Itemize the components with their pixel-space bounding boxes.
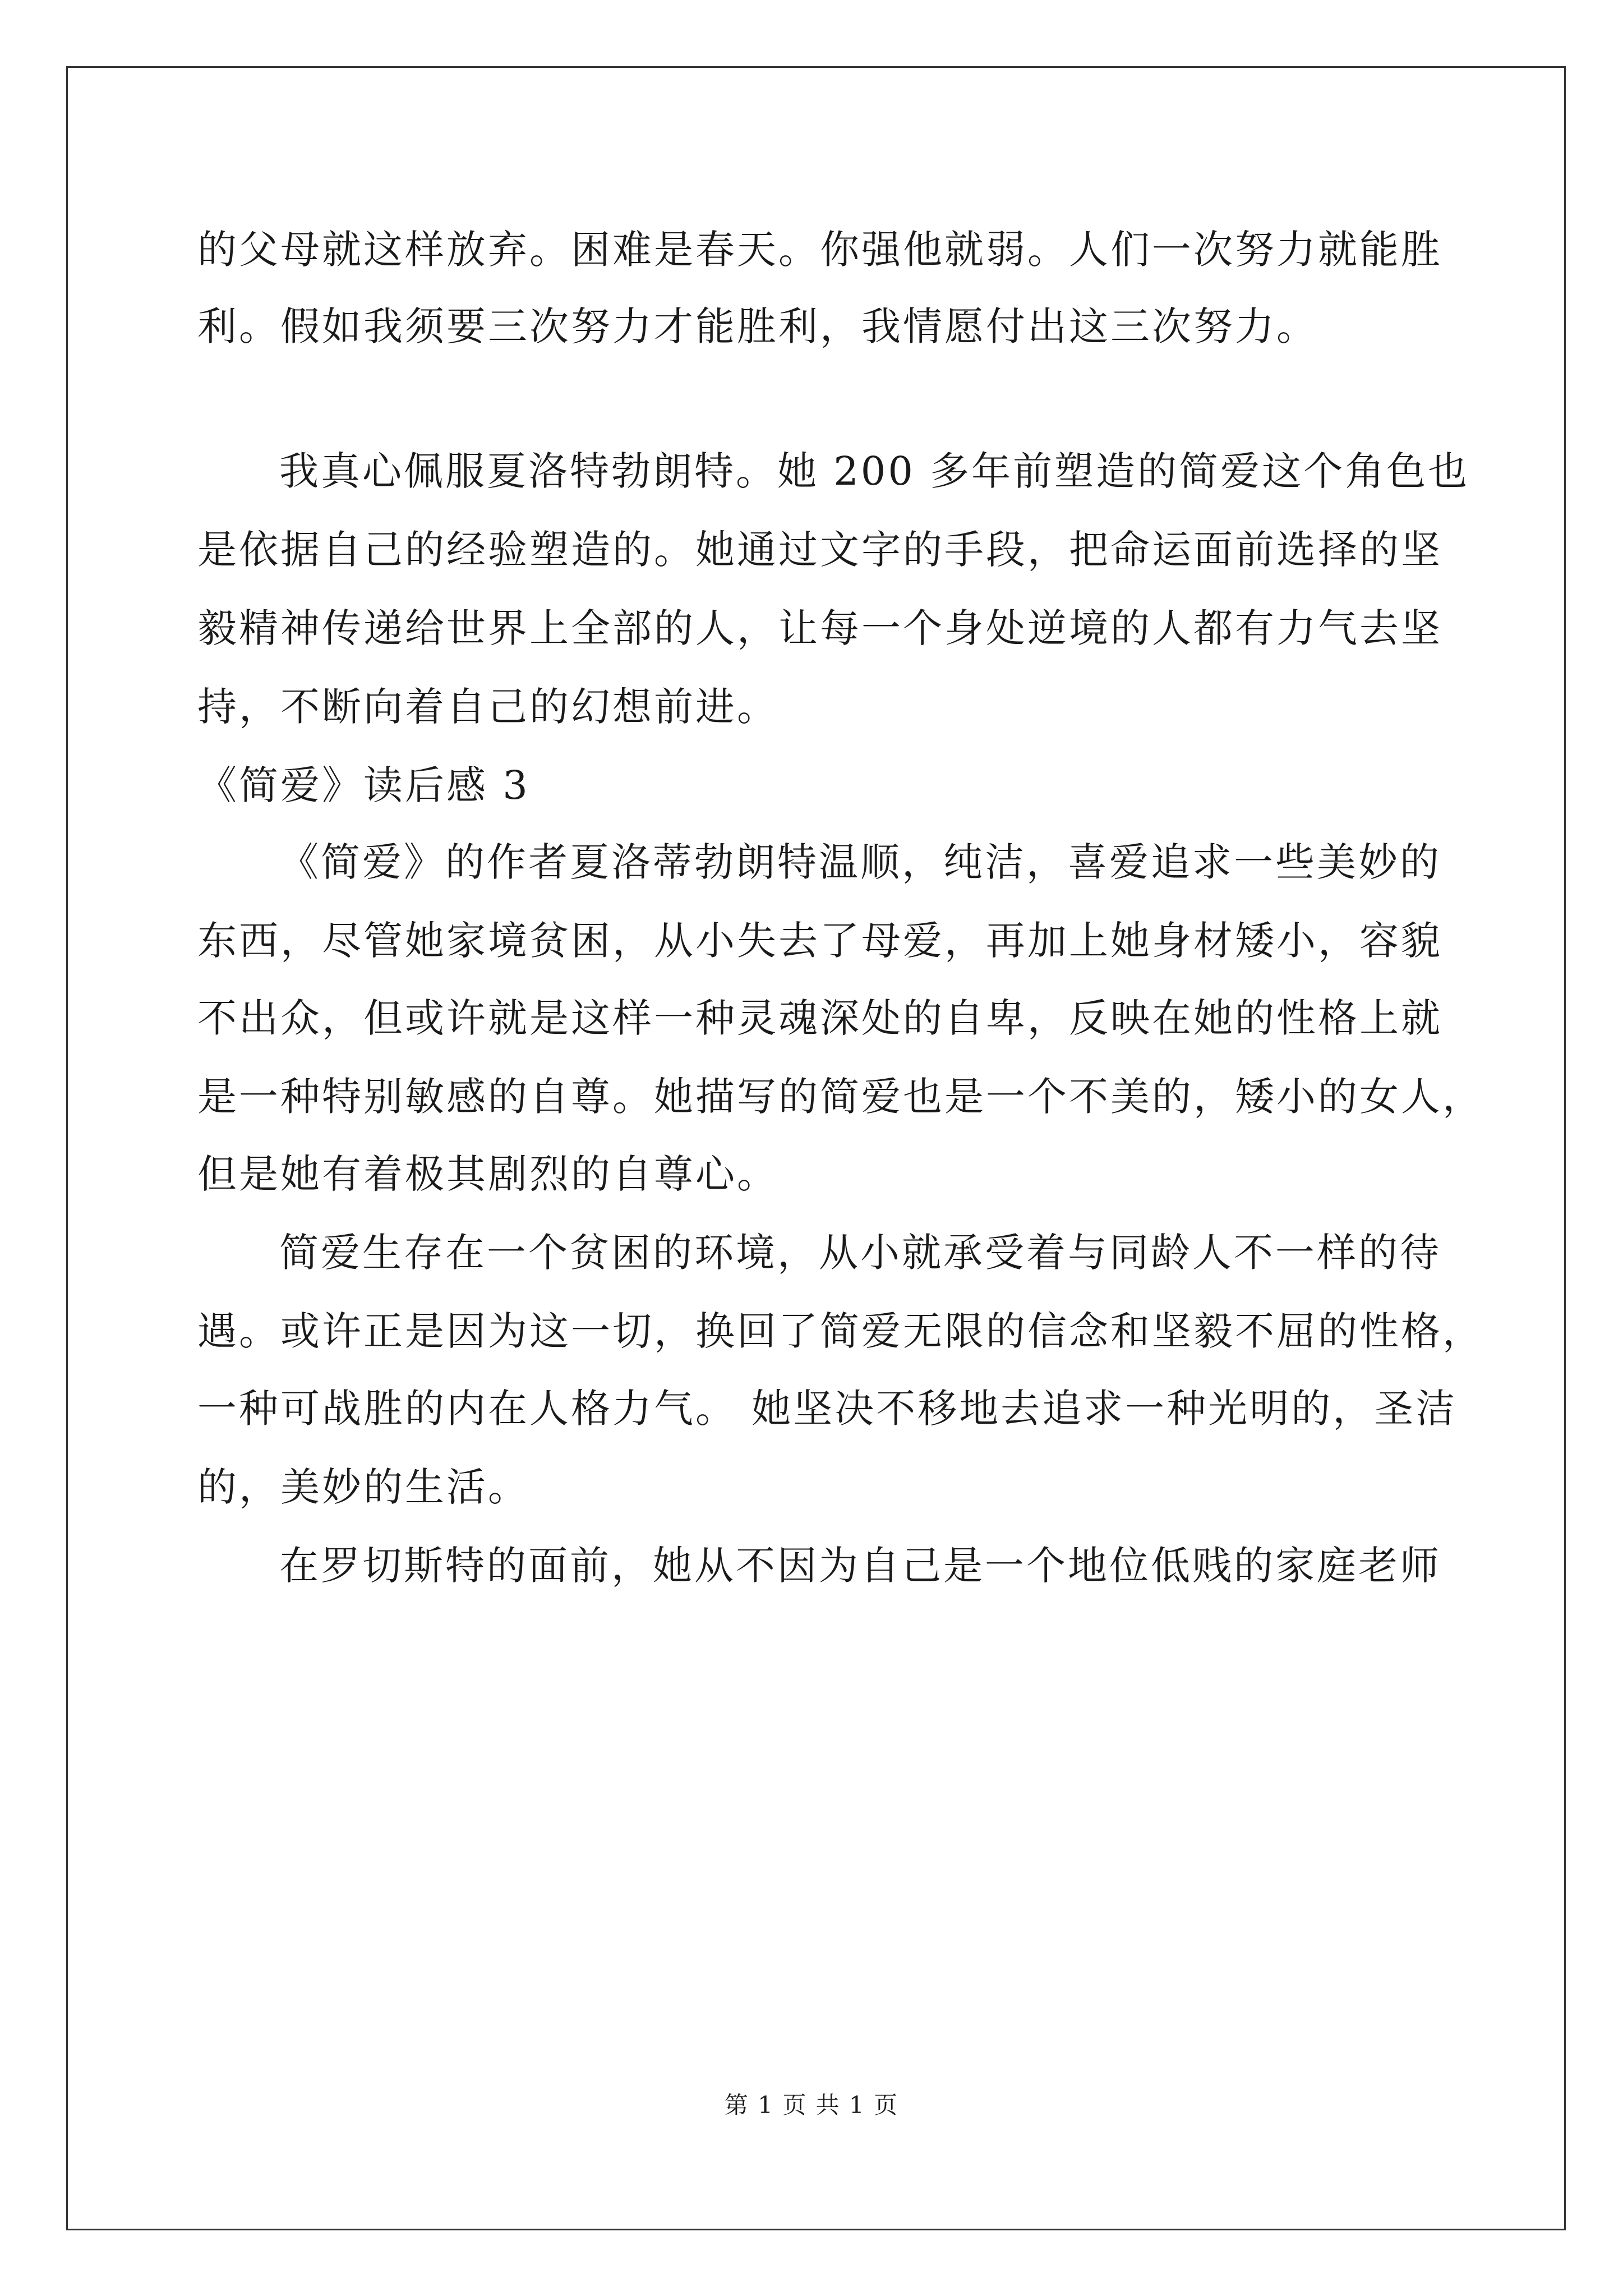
text-line: 利。假如我须要三次努力才能胜利，我情愿付出这三次努力。 (197, 303, 1318, 349)
text-line: 遇。或许正是因为这一切，换回了简爱无限的信念和坚毅不屈的性格， (197, 1308, 1484, 1354)
text-line: 一种可战胜的内在人格力气。 她坚决不移地去追求一种光明的，圣洁 (197, 1386, 1458, 1432)
text-line: 《简爱》的作者夏洛蒂勃朗特温顺，纯洁，喜爱追求一些美妙的 (279, 839, 1441, 885)
text-line: 但是她有着极其剧烈的自尊心。 (197, 1151, 778, 1197)
text-line: 不出众，但或许就是这样一种灵魂深处的自卑，反映在她的性格上就 (197, 995, 1442, 1041)
text-line: 的父母就这样放弃。困难是春天。你强他就弱。人们一次努力就能胜 (197, 227, 1442, 273)
text-line: 毅精神传递给世界上全部的人，让每一个身处逆境的人都有力气去坚 (197, 605, 1442, 651)
text-line: 的，美妙的生活。 (197, 1464, 529, 1510)
text-line: 我真心佩服夏洛特勃朗特。她 200 多年前塑造的简爱这个角色也 (279, 448, 1470, 494)
page-border (66, 66, 1566, 2230)
page-footer: 第 1 页 共 1 页 (724, 2091, 899, 2119)
text-line: 是依据自己的经验塑造的。她通过文字的手段，把命运面前选择的坚 (197, 527, 1442, 573)
text-line: 持，不断向着自己的幻想前进。 (197, 684, 778, 730)
text-line: 在罗切斯特的面前，她从不因为自己是一个地位低贱的家庭老师 (279, 1543, 1441, 1589)
text-line: 简爱生存在一个贫困的环境，从小就承受着与同龄人不一样的待 (279, 1230, 1441, 1276)
text-line: 东西，尽管她家境贫困，从小失去了母爱，再加上她身材矮小，容貌 (197, 918, 1442, 964)
text-line: 是一种特别敏感的自尊。她描写的简爱也是一个不美的，矮小的女人， (197, 1074, 1484, 1120)
section-heading: 《简爱》读后感 3 (197, 762, 530, 808)
